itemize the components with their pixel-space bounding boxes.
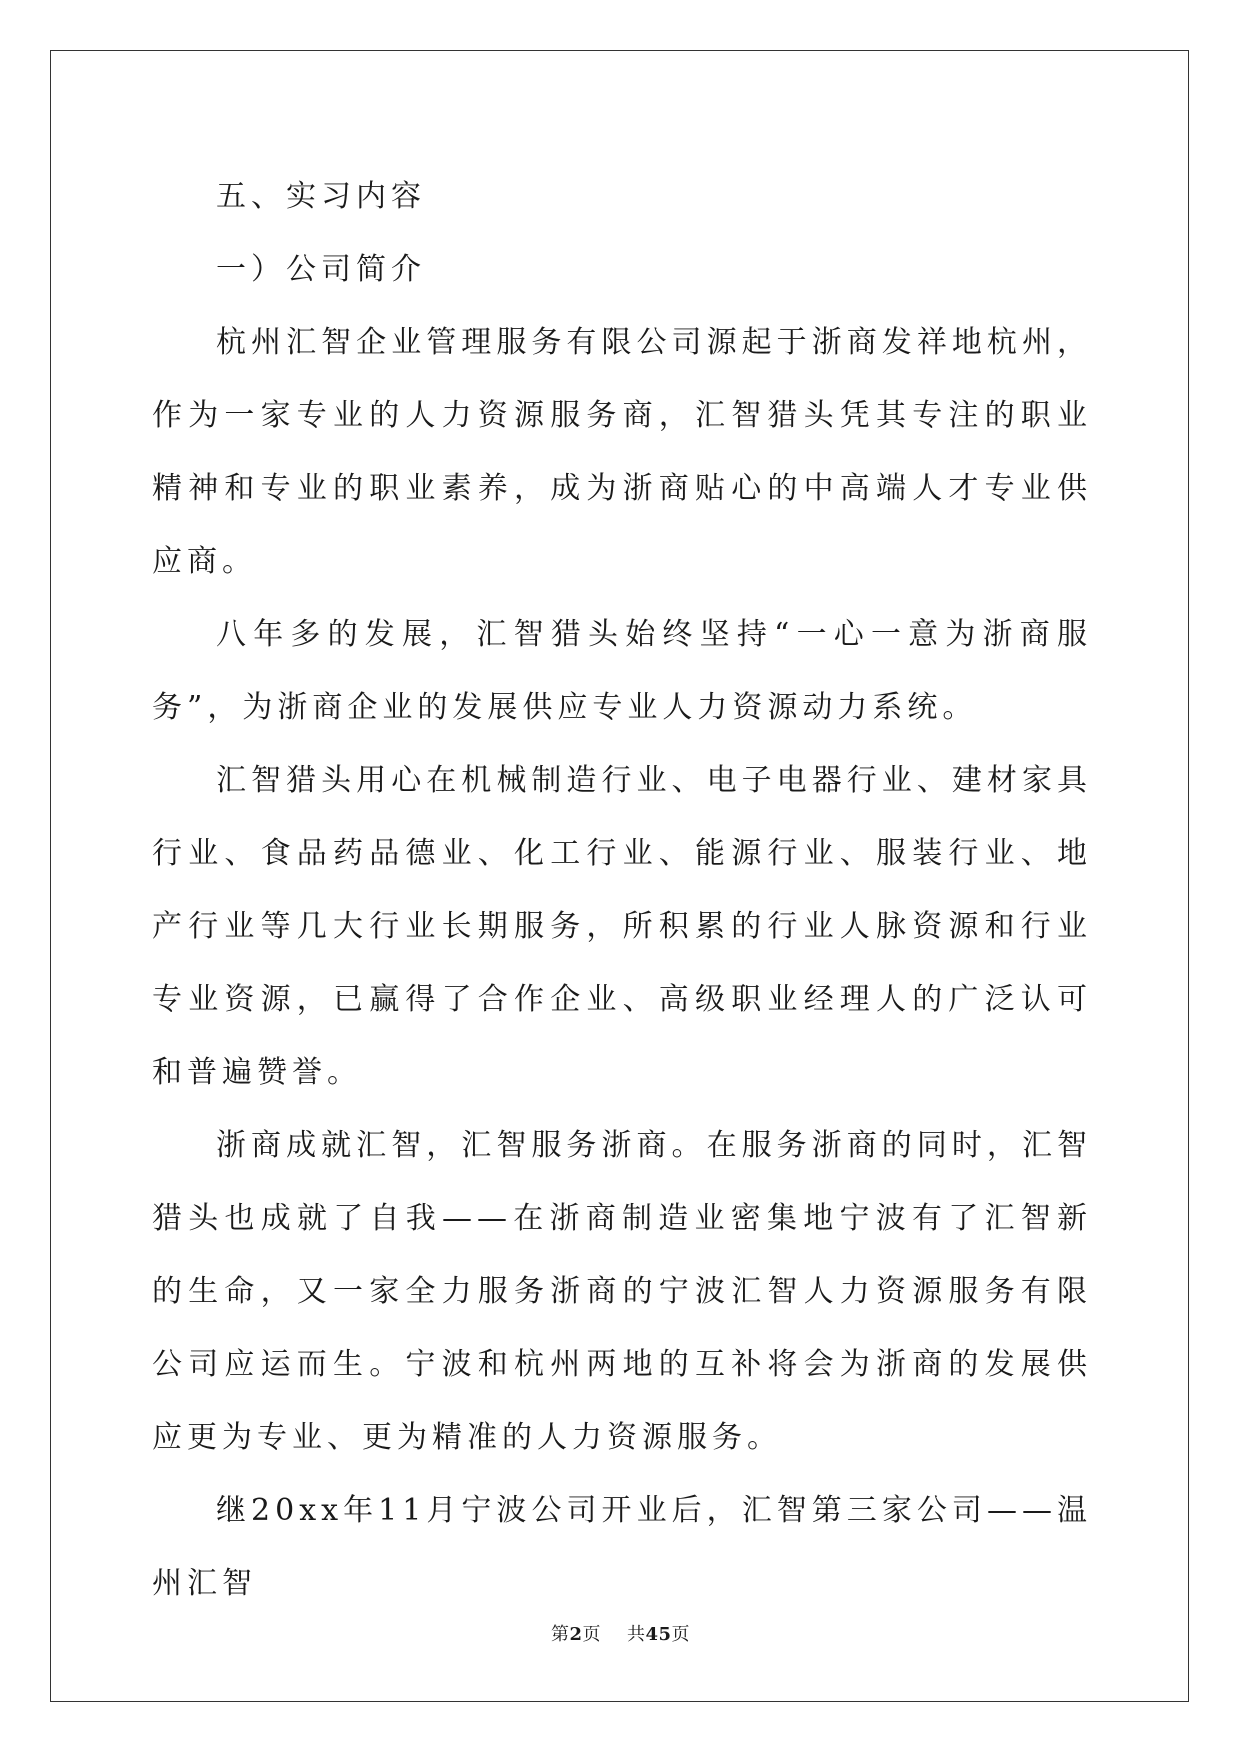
paragraph-wenzhou: 继20xx年11月宁波公司开业后，汇智第三家公司——温州汇智 [152, 1493, 1092, 1601]
section-heading: 五、实习内容 [216, 179, 426, 214]
page-number: 2 [569, 1624, 583, 1645]
page-prefix: 第 [550, 1624, 570, 1645]
total-pages: 45 [645, 1624, 672, 1645]
document-body [152, 160, 1092, 1620]
paragraph-ningbo: 浙商成就汇智，汇智服务浙商。在服务浙商的同时，汇智猎头也成就了自我——在浙商制造业密集地宁波有了汇智新的生命，又一家全力服务浙商的宁波汇智人力资源服务有限公司应运而生。宁波和杭州两地的互补将会为浙商的发展供应更为专业、更为精准的人力资源服务。 [152, 1128, 1092, 1455]
paragraph-industries: 汇智猎头用心在机械制造行业、电子电器行业、建材家具行业、食品药品德业、化工行业、能源行业、服装行业、地产行业等几大行业长期服务，所积累的行业人脉资源和行业专业资源，已赢得了合作企业、高级职业经理人的广泛认可和普遍赞誉。 [152, 763, 1092, 1090]
page-suffix: 页 [582, 1624, 601, 1645]
paragraph-development: 八年多的发展，汇智猎头始终坚持“一心一意为浙商服务”，为浙商企业的发展供应专业人力资源动力系统。 [152, 617, 1092, 725]
total-suffix: 页 [671, 1624, 691, 1645]
total-prefix: 共 [626, 1624, 646, 1645]
paragraph-company-intro: 杭州汇智企业管理服务有限公司源起于浙商发祥地杭州，作为一家专业的人力资源服务商，汇智猎头凭其专注的职业精神和专业的职业素养，成为浙商贴心的中高端人才专业供应商。 [152, 325, 1092, 579]
page-footer [0, 1620, 1241, 1646]
subsection-heading: 一）公司简介 [216, 252, 426, 287]
